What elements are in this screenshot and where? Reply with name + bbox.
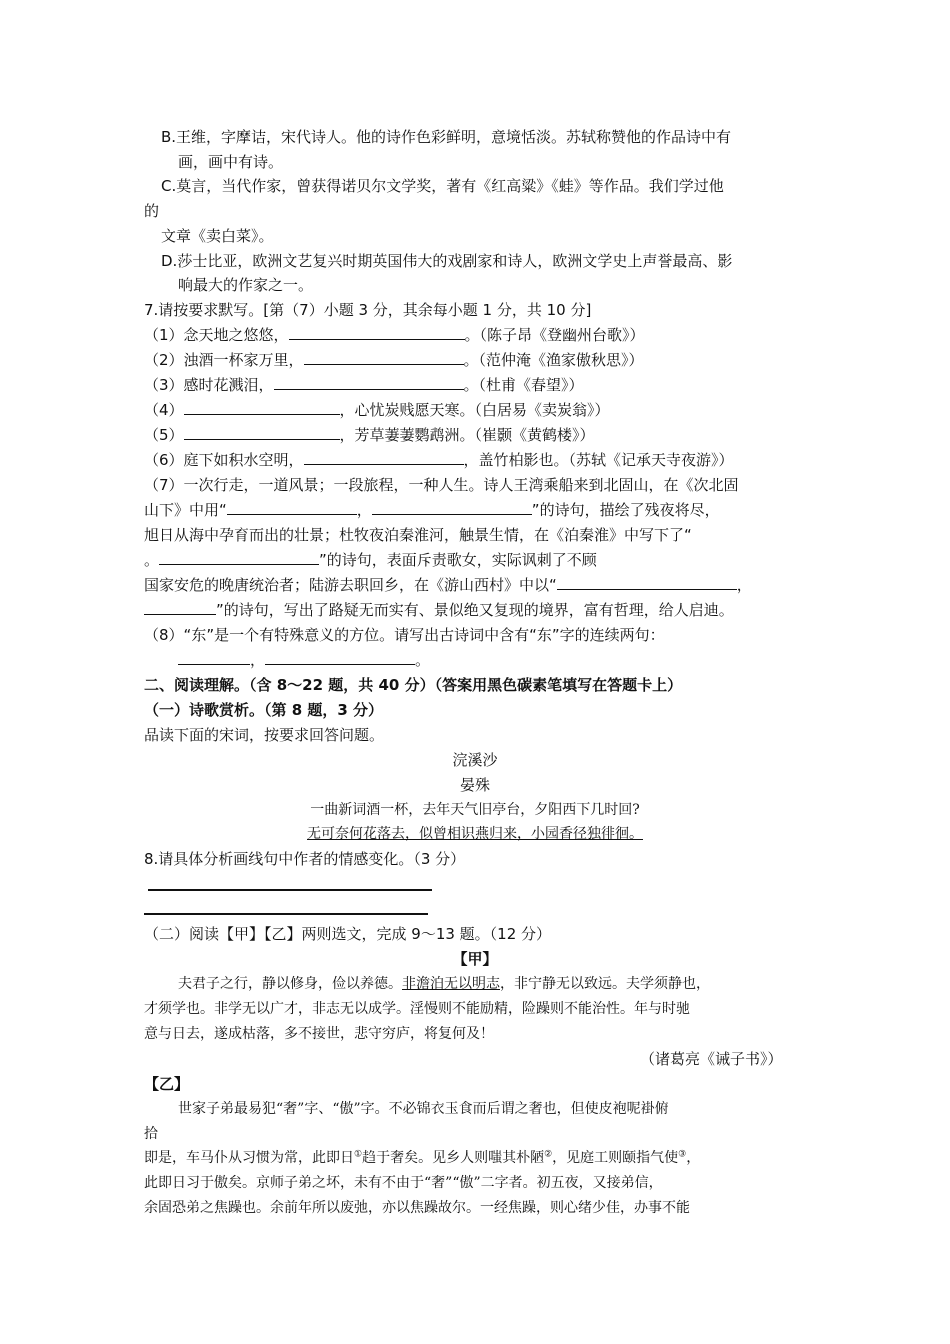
q7-item7-blank2[interactable] [372, 500, 532, 515]
footnote-marker-1: ① [354, 1149, 363, 1160]
q7-item7-blank3[interactable] [159, 550, 319, 565]
yi-line3-b: 趋于奢矣。见乡人则嗤其朴陋 [362, 1150, 545, 1166]
q7-item6-suffix: ，盖竹柏影也。（苏轼《记承天寺夜游》） [463, 451, 734, 469]
q7-item7-line4 [144, 549, 597, 571]
q7-item5-prefix: （5） [144, 426, 184, 444]
q7-item3-blank[interactable] [274, 375, 464, 390]
poem-author: 晏殊 [459, 776, 490, 794]
footnote-marker-3: ③ [678, 1149, 687, 1160]
q7-item5-suffix: ，芳草萋萋鹦鹉洲。（崔颢《黄鹤楼》） [339, 426, 595, 444]
q7-item8-line2 [178, 649, 430, 671]
jia-label: 【甲】 [452, 950, 498, 968]
q7-item2-suffix: 。（范仲淹《渔家傲秋思》） [463, 351, 644, 369]
footnote-marker-2: ② [544, 1149, 553, 1160]
option-d-line2: 响最大的作家之一。 [178, 276, 314, 294]
yi-label: 【乙】 [144, 1075, 190, 1093]
q7-item7-line1: （7）一次行走，一道风景；一段旅程，一种人生。诗人王湾乘船来到北固山，在《次北固 [144, 476, 739, 494]
yi-line5: 余固恐弟之焦躁也。余前年所以废弛，亦以焦躁故尔。一经焦躁，则心绪少佳，办事不能 [144, 1200, 690, 1216]
yi-line4: 此即日习于傲矣。京师子弟之坏，未有不由于“奢”“傲”二字者。初五夜，又接弟信， [144, 1175, 663, 1191]
q7-heading: 7.请按要求默写。[第（7）小题 3 分，其余每小题 1 分，共 10 分] [144, 301, 592, 319]
q7-item3 [144, 374, 584, 396]
q7-item7-line4-prefix: 。 [144, 551, 160, 569]
jia-source: （诸葛亮《诫子书》） [640, 1050, 783, 1068]
poem-line1: 一曲新词酒一杯，去年天气旧亭台，夕阳西下几时回? [310, 802, 640, 818]
q7-item7-line2-suffix: ”的诗句，描绘了残夜将尽， [531, 501, 720, 519]
q7-item7-line6 [144, 599, 734, 621]
q7-item5 [144, 424, 595, 446]
q7-item4 [144, 399, 610, 421]
q7-item7-line3: 旭日从海中孕育而出的壮景；杜牧夜泊秦淮河，触景生情，在《泊秦淮》中写下了“ [144, 526, 692, 544]
yi-line3-d: ， [686, 1150, 701, 1166]
option-d-line1: D.莎士比亚，欧洲文艺复兴时期英国伟大的戏剧家和诗人，欧洲文学史上声誉最高、影 [161, 252, 733, 270]
q7-item1 [144, 324, 645, 346]
q7-item2-prefix: （2）浊酒一杯家万里， [144, 351, 304, 369]
jia-line2: 才须学也。非学无以广才，非志无以成学。淫慢则不能励精，险躁则不能治性。年与时驰 [144, 1001, 690, 1017]
poem-title: 浣溪沙 [452, 751, 498, 769]
option-c-line1: C.莫言，当代作家，曾获得诺贝尔文学奖，著有《红高粱》《蛙》等作品。我们学过他 [161, 177, 724, 195]
q7-item2-blank[interactable] [304, 350, 464, 365]
q7-item2 [144, 349, 644, 371]
q7-item8-line1: （8）“东”是一个有特殊意义的方位。请写出古诗词中含有“东”字的连续两句： [144, 626, 665, 644]
option-b-line2: 画，画中有诗。 [178, 153, 284, 171]
yi-line2: 拾 [144, 1126, 158, 1142]
q7-item6-prefix: （6）庭下如积水空明， [144, 451, 304, 469]
q7-item7-blank5[interactable] [144, 600, 216, 615]
q7-item6-blank[interactable] [304, 450, 464, 465]
q7-item7-blank4[interactable] [557, 575, 737, 590]
section2-intro: 品读下面的宋词，按要求回答问题。 [144, 726, 385, 744]
q7-item7-line4-suffix: ”的诗句，表面斥责歌女，实际讽刺了不顾 [319, 551, 597, 569]
option-c-line3: 文章《卖白菜》。 [161, 227, 274, 245]
q7-item7-line2-prefix: 山下》中用“ [144, 501, 227, 519]
q7-item4-blank[interactable] [184, 400, 340, 415]
poem-line2-underlined: 无可奈何花落去，似曾相识燕归来，小园香径独徘徊。 [307, 826, 643, 842]
q7-item8-blank1[interactable] [178, 650, 250, 665]
q7-item7-comma: ， [356, 501, 372, 519]
option-b-line1: B.王维，字摩诘，宋代诗人。他的诗作色彩鲜明，意境恬淡。苏轼称赞他的作品诗中有 [161, 128, 732, 146]
q7-item1-suffix: 。（陈子昂《登幽州台歌》） [464, 326, 645, 344]
q7-item6 [144, 449, 734, 471]
jia-line3: 意与日去，遂成枯落，多不接世，悲守穷庐，将复何及！ [144, 1026, 494, 1042]
q7-item8-period: 。 [415, 651, 431, 669]
q7-item7-line5 [144, 574, 752, 596]
jia-line1 [178, 973, 710, 995]
yi-line3 [144, 1147, 700, 1169]
q7-item1-blank[interactable] [289, 325, 465, 340]
option-c-line2: 的 [144, 202, 160, 220]
q8-prompt: 8.请具体分析画线句中作者的情感变化。（3 分） [144, 850, 466, 868]
q7-item3-prefix: （3）感时花溅泪， [144, 376, 274, 394]
q7-item4-suffix: ，心忧炭贱愿天寒。（白居易《卖炭翁》） [339, 401, 610, 419]
q8-answer-line2[interactable] [144, 913, 428, 915]
yi-line1: 世家子弟最易犯“奢”字、“傲”字。不必锦衣玉食而后谓之奢也，但使皮袍呢褂俯 [178, 1101, 669, 1117]
section2-sub1: （一）诗歌赏析。（第 8 题，3 分） [144, 701, 384, 719]
q7-item7-line5-prefix: 国家安危的晚唐统治者；陆游去职回乡，在《游山西村》中以“ [144, 576, 557, 594]
q7-item4-prefix: （4） [144, 401, 184, 419]
q7-item3-suffix: 。（杜甫《春望》） [463, 376, 584, 394]
q7-item5-blank[interactable] [184, 425, 340, 440]
jia-line1-b: ，非宁静无以致远。夫学须静也， [500, 976, 710, 992]
jia-underlined-phrase: 非澹泊无以明志 [402, 976, 500, 992]
jia-line1-a: 夫君子之行，静以修身，俭以养德。 [178, 976, 402, 992]
q7-item7-line6-suffix: ”的诗句，写出了路疑无而实有、景似绝又复现的境界，富有哲理，给人启迪。 [216, 601, 734, 619]
q7-item7-line2 [144, 499, 720, 521]
q7-item7-comma2: ， [736, 576, 752, 594]
section2-sub2: （二）阅读【甲】【乙】两则选文，完成 9～13 题。（12 分） [144, 925, 552, 943]
section2-heading: 二、阅读理解。（含 8～22 题，共 40 分）（答案用黑色碳素笔填写在答题卡上） [144, 676, 683, 694]
yi-line3-c: ，见庭工则颐指气使 [552, 1150, 679, 1166]
yi-line3-a: 即是，车马仆从习惯为常，此即日 [144, 1150, 354, 1166]
q7-item8-blank2[interactable] [265, 650, 415, 665]
q7-item7-blank1[interactable] [227, 500, 357, 515]
q7-item8-comma: ， [250, 651, 266, 669]
q8-answer-line1[interactable] [148, 889, 432, 891]
q7-item1-prefix: （1）念天地之悠悠， [144, 326, 289, 344]
